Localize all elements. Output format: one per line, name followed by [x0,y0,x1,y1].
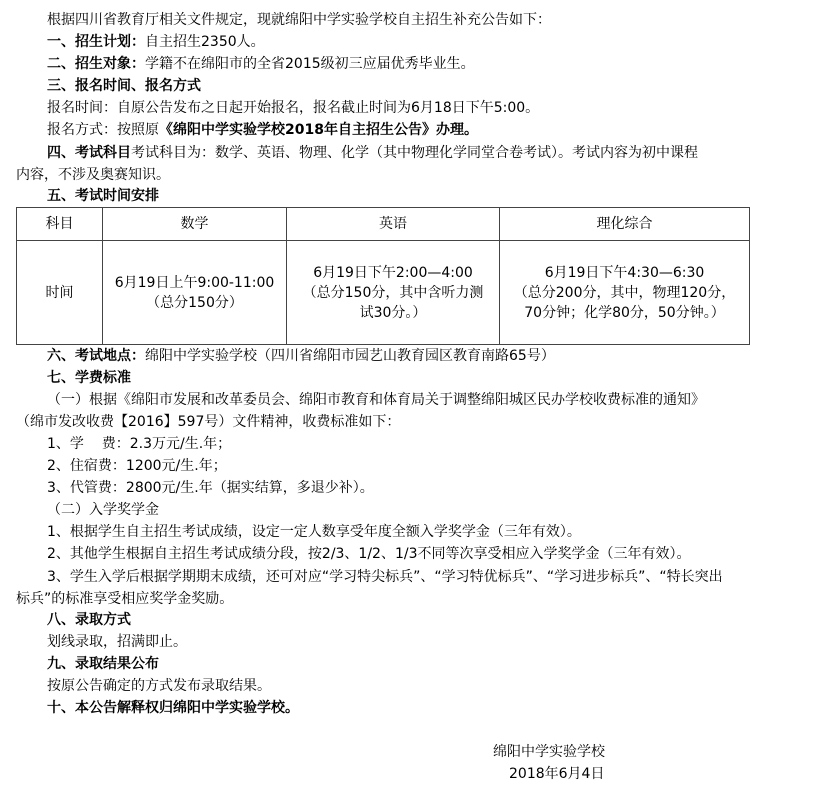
section-4-text2: 内容，不涉及奥赛知识。 [16,167,170,183]
table-header-cell: 数学 [103,208,287,241]
section-7-p2: （二）入学奖学金 [47,502,159,518]
section-9-text: 按原公告确定的方式发布录取结果。 [47,678,271,694]
table-header-cell: 理化综合 [500,208,750,241]
section-4 [47,143,698,163]
section-3-method-prefix: 报名方式：按照原 [47,122,159,138]
section-2-title: 二、招生对象： [47,56,145,72]
section-10-title: 十、本公告解释权归绵阳中学实验学校。 [47,700,299,716]
fee-tuition: 1、学 费：2.3万元/生.年； [47,436,232,452]
math-score: （总分150分） [146,294,243,311]
math-time: 6月19日上午9:00-11:00 [114,274,275,291]
section-6-title: 六、考试地点： [47,348,145,364]
science-time-cell [500,241,750,345]
scholarship-1: 1、根据学生自主招生考试成绩，设定一定人数享受年度全额入学奖学金（三年有效）。 [47,524,581,540]
intro-line: 根据四川省教育厅相关文件规定，现就绵阳中学实验学校自主招生补充公告如下： [47,12,551,28]
section-3-time: 报名时间：自原公告发布之日起开始报名，报名截止时间为6月18日下午5:00。 [47,100,540,116]
section-1 [47,32,265,52]
table-header-row [17,208,750,241]
english-score: （总分150分，其中含听力测 [302,284,484,301]
science-score: （总分200分，其中，物理120分， [513,284,736,301]
fee-dorm: 2、住宿费：1200元/生.年； [47,458,227,474]
section-8-text: 划线录取，招满即止。 [47,634,187,650]
section-3-method [47,120,478,140]
table-row [17,241,750,345]
section-4-text1: 考试科目为：数学、英语、物理、化学（其中物理化学同堂合卷考试）。考试内容为初中课程 [131,145,698,161]
english-time: 6月19日下午2:00—4:00 [313,264,473,281]
signature-date: 2018年6月4日 [509,766,605,782]
english-score-2: 试30分。） [359,304,427,321]
english-time-cell [287,241,500,345]
section-6 [47,346,555,366]
scholarship-3b: 标兵”的标准享受相应奖学金奖励。 [16,591,234,607]
science-score-2: 70分钟；化学80分，50分钟。） [524,304,725,321]
section-7-p1a: （一）根据《绵阳市发展和改革委员会、绵阳市教育和体育局关于调整绵阳城区民办学校收费标准的通知》 [47,392,705,408]
fee-custody: 3、代管费：2800元/生.年（据实结算，多退少补）。 [47,480,374,496]
scholarship-3a: 3、学生入学后根据学期期末成绩，还可对应“学习特尖标兵”、“学习特优标兵”、“学习进步标兵”、“特长突出 [47,569,723,585]
section-7-p1b: （绵市发改收费【2016】597号）文件精神，收费标准如下： [16,414,401,430]
table-header-cell: 科目 [17,208,103,241]
section-2-text: 学籍不在绵阳市的全省2015级初三应届优秀毕业生。 [145,56,475,72]
section-3-title: 三、报名时间、报名方式 [47,78,201,94]
scholarship-2: 2、其他学生根据自主招生考试成绩分段，按2/3、1/2、1/3不同等次享受相应入学奖学金（三年有效）。 [47,546,691,562]
table-row-label: 时间 [17,241,103,345]
section-6-text: 绵阳中学实验学校（四川省绵阳市园艺山教育园区教育南路65号） [145,348,555,364]
section-7-title: 七、学费标准 [47,370,131,386]
section-1-title: 一、招生计划： [47,34,145,50]
section-1-text: 自主招生2350人。 [145,34,265,50]
section-9-title: 九、录取结果公布 [47,656,159,672]
section-3-method-bold: 《绵阳中学实验学校2018年自主招生公告》办理。 [159,122,478,138]
table-header-cell: 英语 [287,208,500,241]
math-time-cell [103,241,287,345]
exam-schedule-table [16,207,750,345]
signature-org: 绵阳中学实验学校 [493,744,605,760]
section-4-title: 四、考试科目 [47,145,131,161]
science-time: 6月19日下午4:30—6:30 [544,264,705,281]
section-5-title: 五、考试时间安排 [47,188,159,204]
section-8-title: 八、录取方式 [47,612,131,628]
section-2 [47,54,475,74]
